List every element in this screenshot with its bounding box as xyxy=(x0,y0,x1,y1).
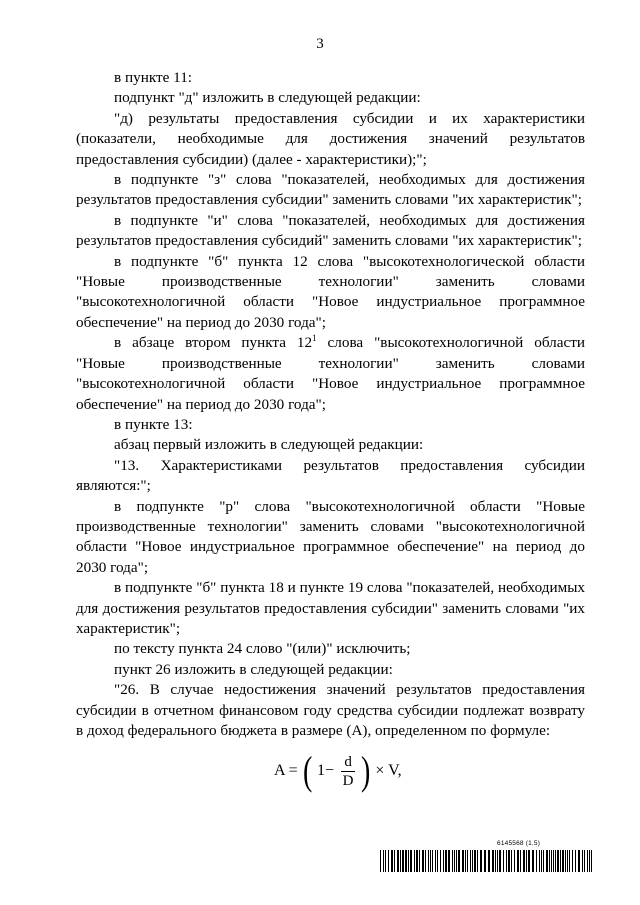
numerator: d xyxy=(344,753,352,770)
paragraph: "13. Характеристиками результатов предоставления субсидии являются:"; xyxy=(76,456,585,495)
right-paren: ) xyxy=(361,748,371,794)
paragraph: пункт 26 изложить в следующей редакции: xyxy=(114,660,393,678)
denominator: D xyxy=(342,772,354,789)
paragraph-12-1-after: слова "высокотехнологичной области "Новые производственные технологии" заменить словами "высокотехнологичной области "Новое индустриальное программное обеспечение" на период до 2030 года"; xyxy=(76,334,585,413)
paragraph: в подпункте "з" слова "показателей, необходимых для достижения результатов предоставления субсидии" заменить словами "их характеристик"; xyxy=(76,171,585,209)
formula-rhs: × V, xyxy=(375,762,402,780)
document-id: 6145568 (1.5) xyxy=(497,840,541,847)
document-body xyxy=(76,68,585,795)
paragraph: в подпункте "б" пункта 18 и пункте 19 слова "показателей, необходимых для достижения результатов предоставления субсидии" заменить словами "их характеристик"; xyxy=(76,579,585,637)
formula-one: 1− xyxy=(317,762,335,780)
paragraph: "д) результаты предоставления субсидии и их характеристики (показатели, необходимые для достижения значений результатов предоставления субсидии) (далее - характеристики);"; xyxy=(76,109,585,168)
paragraph: в пункте 11: xyxy=(114,69,193,86)
paragraph: по тексту пункта 24 слово "(или)" исключить; xyxy=(114,640,411,658)
paragraph-12-1-before: в абзаце втором пункта 12 xyxy=(114,334,313,352)
formula xyxy=(76,747,585,795)
left-paren: ( xyxy=(302,748,313,794)
paragraph: подпункт "д" изложить в следующей редакции: xyxy=(114,89,421,107)
paragraph: в подпункте "р" слова "высокотехнологичной области "Новые производственные технологии" заменить словами "высокотехнологичной области "Новое индустриальное программное обеспечение" на период до 2030 года"; xyxy=(76,497,585,576)
formula-lhs: A = xyxy=(274,762,298,780)
paragraph-12-1 xyxy=(76,333,585,415)
barcode xyxy=(380,850,592,872)
page-number: 3 xyxy=(316,36,324,52)
paragraph: в подпункте "и" слова "показателей, необходимых для достижения результатов предоставления субсидий" заменить словами "их характеристик"; xyxy=(76,211,585,250)
superscript: 1 xyxy=(312,333,317,344)
paragraph: в подпункте "б" пункта 12 слова "высокотехнологической области "Новые производственные технологии" заменить словами "высокотехнологичной области "Новое индустриальное программное обеспечение" на период до 2030 года"; xyxy=(76,252,585,331)
fraction xyxy=(341,753,355,790)
paragraph: абзац первый изложить в следующей редакции: xyxy=(114,436,424,454)
paragraph: "26. В случае недостижения значений результатов предоставления субсидии в отчетном финансовом году средства субсидии подлежат возврату в доход федерального бюджета в размере (A), определенном по формуле: xyxy=(76,681,585,739)
paragraph: в пункте 13: xyxy=(114,415,193,433)
